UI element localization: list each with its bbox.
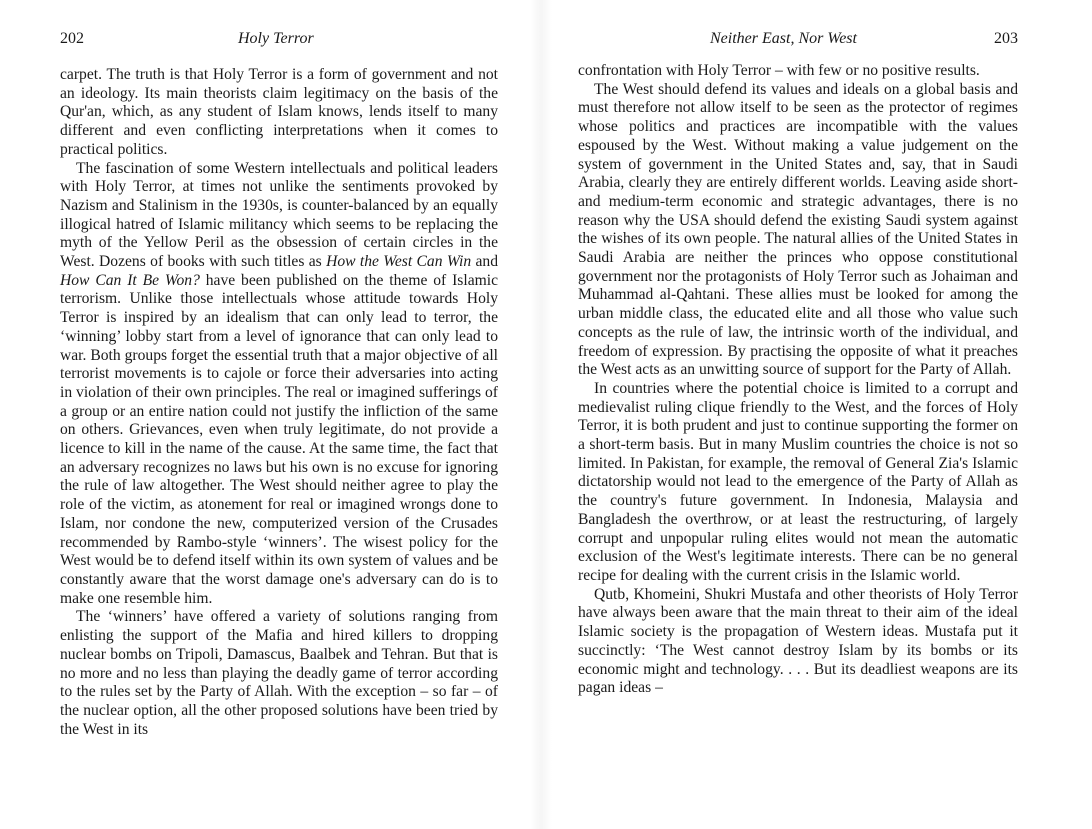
right-page <box>578 0 1018 829</box>
paragraph-text: have been published on the theme of Islamic terrorism. Unlike those intellectuals whose attitude towards Holy Terror is inspired by an idealism that can only lead to terror, the ‘winning’ lobby start from a level of ignorance that can only lead to war. Both groups forget the essential truth that a major objective of all terrorist movements is to cajole or force their adversaries into acting in violation of their own principles. The real or imagined sufferings of a group or an entire nation could not justify the infliction of the same on others. Grievances, even when truly legitimate, do not provide a licence to kill in the name of the cause. At the same time, the fact that an adversary recognizes no laws but his own is no excuse for ignoring the rule of law altogether. The West should neither agree to play the role of the victim, as atonement for real or imagined wrongs done to Islam, nor condone the new, computerized version of the Crusades recommended by Rambo-style ‘winners’. The wisest policy for the West would be to defend itself within its own system of values and be constantly aware that the worst damage one's adversary can do is to make one resemble him. <box>60 271 498 607</box>
book-title: How Can It Be Won? <box>60 271 200 289</box>
paragraph: The ‘winners’ have offered a variety of solutions ranging from enlisting the support of the Mafia and hired killers to dropping nuclear bombs on Tripoli, Damascus, Baalbek and Tehran. But that is no more and no less than playing the deadly game of terror according to the rules set by the Party of Allah. With the exception – so far – of the nuclear option, all the other proposed solutions have been tried by the West in its <box>60 608 498 738</box>
paragraph: The West should defend its values and ideals on a global basis and must therefore not allow itself to be seen as the protector of regimes whose politics and practices are incompatible with the values espoused by the West. Without making a value judgement on the system of government in the United States and, say, that in Saudi Arabia, clearly they are entirely different worlds. Leaving aside short- and medium-term economic and strategic advantages, there is no reason why the USA should defend the existing Saudi system against the wishes of its own people. The natural allies of the United States in Saudi Arabia are neither the princes who oppose constitutional government nor the protagonists of Holy Terror such as Johaiman and Muhammad al-Qahtani. These allies must be looked for among the urban middle class, the educated elite and all those who value such concepts as the rule of law, the intrinsic worth of the individual, and freedom of expression. By practising the opposite of what it preaches the West acts as an unwitting source of support for the Party of Allah. <box>578 80 1018 379</box>
right-running-title: Neither East, Nor West <box>710 30 857 47</box>
right-running-head <box>578 30 1018 60</box>
paragraph <box>60 160 498 609</box>
paragraph: Qutb, Khomeini, Shukri Mustafa and other theorists of Holy Terror have always been aware that the main threat to their aim of the ideal Islamic society is the propagation of Western ideas. Mustafa put it succinctly: ‘The West cannot destroy Islam by its bombs or its economic might and technology. . . . But its deadliest weapons are its pagan ideas – <box>578 585 1018 697</box>
left-page <box>60 0 498 829</box>
paragraph: confrontation with Holy Terror – with few or no positive results. <box>578 62 980 79</box>
paragraph-text: The fascination of some Western intellectuals and political leaders with Holy Terror, at times not unlike the sentiments provoked by Nazism and Stalinism in the 1930s, is counter-balanced by an equally illogical hatred of Islamic militancy which seems to be replacing the myth of the Yellow Peril as the obsession of certain circles in the West. Dozens of books with such titles as <box>60 159 498 271</box>
left-running-title: Holy Terror <box>238 30 314 47</box>
book-title: How the West Can Win <box>326 253 472 271</box>
right-page-number: 203 <box>994 30 1018 47</box>
paragraph-text: and <box>471 253 498 271</box>
left-running-head <box>60 30 498 60</box>
left-body-text <box>60 66 498 739</box>
right-body-text <box>578 62 1018 698</box>
paragraph: carpet. The truth is that Holy Terror is a form of government and not an ideology. Its main theorists claim legitimacy on the basis of the Qur'an, which, as any student of Islam knows, lends itself to many different and even conflicting interpretations when it comes to practical politics. <box>60 66 498 158</box>
book-gutter <box>530 0 552 829</box>
left-page-number: 202 <box>60 30 84 47</box>
paragraph: In countries where the potential choice is limited to a corrupt and medievalist ruling clique friendly to the West, and the forces of Holy Terror, it is both prudent and just to continue supporting the former on a short-term basis. But in many Muslim countries the choice is not so limited. In Pakistan, for example, the removal of General Zia's Islamic dictatorship would not lead to the emergence of the Party of Allah as the country's future government. In Indonesia, Malaysia and Bangladesh the overthrow, or at least the restructuring, of largely corrupt and unpopular ruling elites would not mean the automatic exclusion of the West's legitimate interests. There can be no general recipe for dealing with the current crisis in the Islamic world. <box>578 379 1018 584</box>
